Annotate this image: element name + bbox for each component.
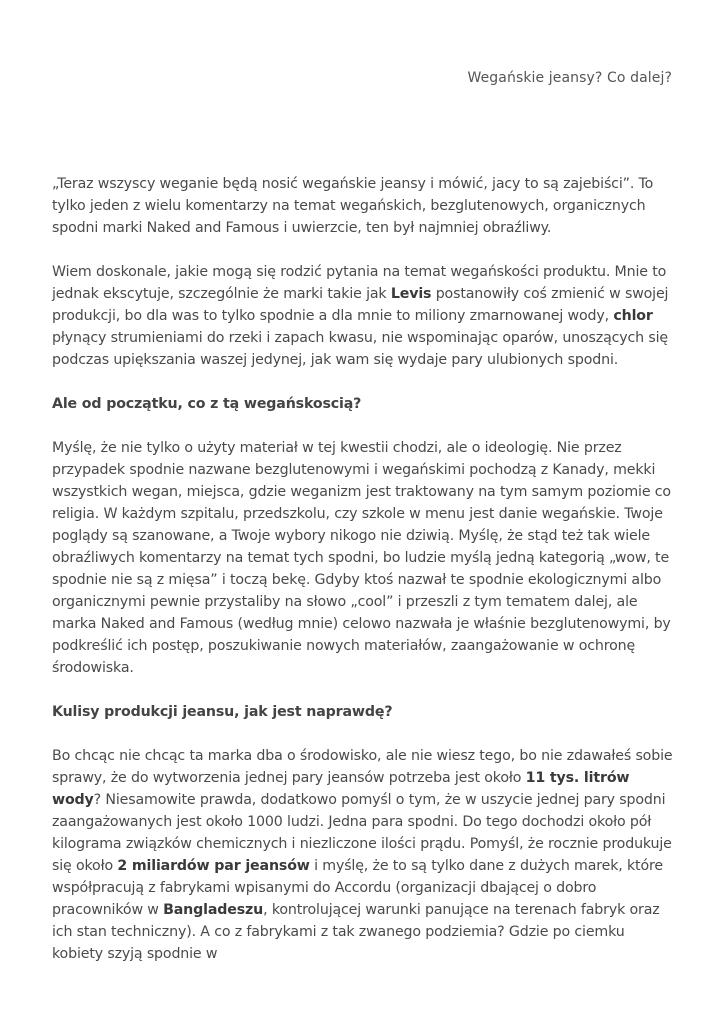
paragraph-questions bbox=[52, 261, 677, 371]
bold-chlor: chlor bbox=[613, 308, 653, 324]
text-run: i myślę, że to są tylko dane z dużych marek, które współpracują z fabrykami wpisanymi do Accordu (organizacji dbającej o dobro pracowników w bbox=[52, 858, 663, 918]
page-title: Wegańskie jeansy? Co dalej? bbox=[467, 70, 672, 86]
section-heading-veganism: Ale od początku, co z tą wegańskoscią? bbox=[52, 396, 362, 412]
text-run: postanowiły coś zmienić w swojej produkcji, bo dla was to tylko spodnie a dla mnie to miliony zmarnowanej wody, bbox=[52, 286, 669, 324]
bold-bangladesh: Bangladeszu bbox=[163, 902, 264, 918]
bold-levis: Levis bbox=[390, 286, 432, 302]
paragraph-intro: „Teraz wszyscy weganie będą nosić wegańskie jeansy i mówić, jacy to są zajebiści”. To tylko jeden z wielu komentarzy na temat wegańskich, bezglutenowych, organicznych spodni marki Naked and Famous i uwierzcie, ten był najmniej obraźliwy. bbox=[52, 176, 654, 236]
section-heading-production: Kulisy produkcji jeansu, jak jest naprawdę? bbox=[52, 704, 393, 720]
text-run: Wiem doskonale, jakie mogą się rodzić pytania na temat wegańskości produktu. Mnie to jednak ekscytuje, szczególnie że marki takie jak bbox=[52, 264, 667, 302]
paragraph-ideology: Myślę, że nie tylko o użyty materiał w tej kwestii chodzi, ale o ideologię. Nie przez przypadek spodnie nazwane bezglutenowymi i wegańskimi pochodzą z Kanady, mekki wszystkich wegan, miejsca, gdzie weganizm jest traktowany na tym samym poziomie co religia. W każdym szpitalu, przedszkolu, czy szkole w menu jest danie wegańskie. Twoje poglądy są szanowane, a Twoje wybory nikogo nie dziwią. Myślę, że stąd też tak wiele obraźliwych komentarzy na temat tych spodni, bo ludzie myślą jedną kategorią „wow, te spodnie nie są z mięsa” i toczą bekę. Gdyby ktoś nazwał te spodnie ekologicznymi albo organicznymi pewnie przystaliby na słowo „cool” i przeszli z tym tematem dalej, ale marka Naked and Famous (według mnie) celowo nazwała je właśnie bezglutenowymi, by podkreślić ich postęp, poszukiwanie nowych materiałów, zaangażowanie w ochronę środowiska. bbox=[52, 440, 671, 676]
bold-water: 11 tys. litrów wody bbox=[52, 770, 630, 808]
text-run: płynący strumieniami do rzeki i zapach kwasu, nie wspominając oparów, unoszących się podczas upiększania waszej jedynej, jak wam się wydaje pary ulubionych spodni. bbox=[52, 330, 668, 368]
bold-jeans-count: 2 miliardów par jeansów bbox=[117, 858, 310, 874]
text-run: , kontrolującej warunki panujące na terenach fabryk oraz ich stan techniczny). A co z fabrykami z tak zwanego podziemia? Gdzie po ciemku kobiety szyją spodnie w bbox=[52, 902, 660, 962]
text-run: Bo chcąc nie chcąc ta marka dba o środowisko, ale nie wiesz tego, bo nie zdawałeś sobie sprawy, że do wytworzenia jednej pary jeansów potrzeba jest około bbox=[52, 748, 673, 786]
paragraph-production bbox=[52, 745, 677, 965]
article-body bbox=[52, 173, 677, 987]
text-run: ? Niesamowite prawda, dodatkowo pomyśl o tym, że w uszycie jednej pary spodni zaangażowanych jest około 1000 ludzi. Jedna para spodni. Do tego dochodzi około pół kilograma związków chemicznych i niezliczone ilości prądu. Pomyśl, że rocznie produkuje się około bbox=[52, 792, 672, 874]
